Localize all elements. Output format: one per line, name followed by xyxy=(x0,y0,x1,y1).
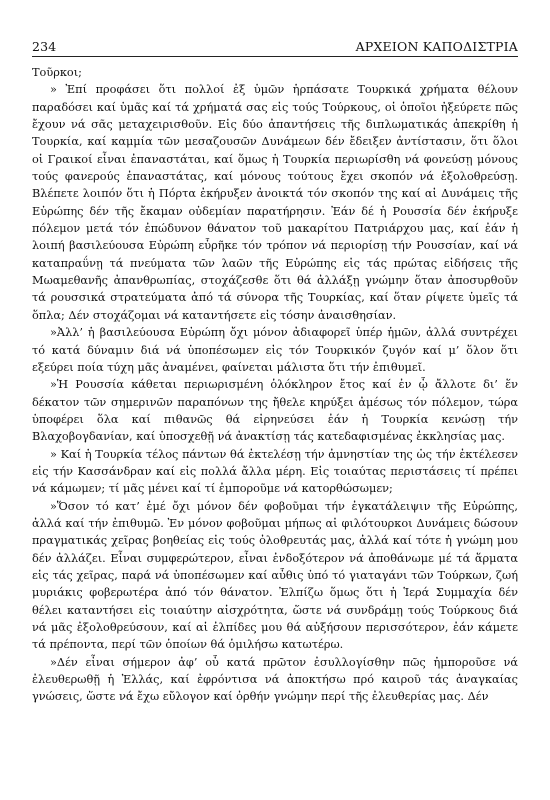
paragraph: »Ἡ Ρουσσία κάθεται περιωρισμένη ὁλόκληρον ἔτος καί ἐν ᾧ ἄλλοτε δι’ ἕν δέκατον τῶν σημερινῶν παραπόνων της ἤθελε κηρύξει ἀμέσως τόν πόλεμον, τώρα ὑποφέρει ὅλα καί πιθανῶς θά εἰρηνεύσει ἐάν ἡ Τουρκία κενώσῃ τήν Βλαχοβογδανίαν, καί ὑποσχεθῇ νά ἀνακτίσῃ τάς κατεδαφισμένας ἐκκλησίας μας. xyxy=(32,378,518,444)
header-rule xyxy=(32,56,518,57)
running-title: ΑΡΧΕΙΟΝ ΚΑΠΟΔΙΣΤΡΙΑ xyxy=(355,39,518,54)
page-body xyxy=(32,64,518,706)
paragraph: »Δέν εἶναι σήμερον ἀφ’ οὗ κατά πρῶτον ἐσυλλογίσθην πῶς ἠμποροῦσε νά ἐλευθερωθῇ ἡ Ἑλλάς, καί ἐφρόντισα νά ἀποκτήσω πρό καιροῦ τάς ἀναγκαίας γνώσεις, ὥστε νά ἔχω εὔλογον καί ὀρθήν γνώμην περί τῆς ἐλευθερίας μας. Δέν xyxy=(32,655,518,704)
page-number: 234 xyxy=(32,39,57,54)
paragraph: »Ἀλλ’ ἡ βασιλεύουσα Εὐρώπη ὄχι μόνον ἀδιαφορεῖ ὑπέρ ἡμῶν, ἀλλά συντρέχει τό κατά δύναμιν διά νά ὑποπέσωμεν εἰς τόν Τουρκικόν ζυγόν καί μ’ ὅλον ὅτι εξεύρει ποία τύχη μᾶς ἀναμένει, φαίνεται μάλιστα ὅτι τήν ἐπιθυμεῖ. xyxy=(32,326,518,374)
paragraph: » Καί ἡ Τουρκία τέλος πάντων θά ἐκτελέσῃ τήν ἀμνηστίαν της ὡς τήν ἐκτέλεσεν εἰς τήν Κασσάνδραν καί εἰς πολλά ἄλλα μέρη. Εἰς τοιαύτας περιστάσεις τί πρέπει νά κάμωμεν; τί μᾶς μένει καί τί ἐμποροῦμε νά κατορθώσωμεν; xyxy=(32,447,518,496)
paragraph: »Ὅσον τό κατ’ ἐμέ ὄχι μόνον δέν φοβοῦμαι τήν ἐγκατάλειψιν τῆς Εὐρώπης, ἀλλά καί τήν ἐπιθυμῶ. Ἐν μόνον φοβοῦμαι μήπως αἱ φιλότουρκοι Δυνάμεις δώσουν πραγματικάς χεῖρας βοηθείας εἰς τούς ὀλοθρευτάς μας, ἀλλά καί τότε ἡ γνώμη μου δέν ἀλλάζει. Εἶναι συμφερώτερον, εἶναι ἐνδοξότερον νά ἀποθάνωμε μέ τά ἅρματα εἰς τάς χεῖρας, παρά νά ὑποπέσωμεν καί αὖθις ὑπό τό γιαταγάνι τῶν Τούρκων, ζωή μυριάκις φοβερωτέρα ἀπό τόν θάνατον. Ἐλπίζω ὅμως ὅτι ἡ Ἱερά Συμμαχία δέν θέλει καταντήσει εἰς τοιαύτην αἰσχρότητα, ὥστε νά συνδράμῃ τούς Τούρκους διά νά μᾶς ἐξολοθρεύσουν, καί αἱ ἐλπίδες μου θά αὐξήσουν περισσότερον, ἐάν κάμετε τά πρέποντα, περί τῶν ὁποίων θά ὁμιλήσω κατωτέρω. xyxy=(32,499,518,652)
paragraph: » Ἐπί προφάσει ὅτι πολλοί ἐξ ὑμῶν ἡρπάσατε Τουρκικά χρήματα θέλουν παραδόσει καί ὑμᾶς καί τά χρήματά σας εἰς τούς Τούρκους, οἱ ὁποῖοι ἠξεύρετε πῶς ἔχουν νά σᾶς μεταχειρισθοῦν. Εἰς δύο ἀπαντήσεις τῆς διπλωματικάς ἀπεκρίθη ἡ Τουρκία, καί καμμία τῶν μεσαζουσῶν Δυνάμεων δέν ἔδειξεν ἀντίστασιν, ὅτι ὅλοι οἱ Γραικοί εἶναι ἐπαναστάται, καί ὅμως ἡ Τουρκία περιωρίσθη νά φονεύσῃ μόνους τούς φανερούς ἐπαναστάτας, καί μόνους τούτους ἔχει σκοπόν νά ἐξολοθρεύσῃ. Βλέπετε λοιπόν ὅτι ἡ Πόρτα ἐκήρυξεν ἀνοικτά τόν σκοπόν της καί αἱ Δυνάμεις τῆς Εὐρώπης δέν τῆς ἔκαμαν οὐδεμίαν παρατήρησιν. Ἐάν δέ ἡ Ρουσσία δέν ἐκήρυξε πόλεμον μετά τόν ἐπώδυνον θάνατον τοῦ μακαρίτου Πατριάρχου μας, καί ἐάν ἡ λοιπή βασιλεύουσα Εὐρώπη εὗρῆκε τόν τρόπον νά περιορίσῃ τήν Ρουσσίαν, καί νά καταπραΰνῃ τά πνεύματα τῶν λαῶν τῆς Εὐρώπης εἰς τάς πρώτας εἰδήσεις τῆς Μωαμεθανῆς ἀπανθρωπίας, στοχάζεσθε ὅτι θά ἀλλάξῃ γνώμην ὅταν ἀποσυρθοῦν τά ρουσσικά στρατεύματα ἀπό τά σύνορα τῆς Τουρκίας, καί ὅταν ρίψετε ὑμεῖς τά ὅπλα; Δέν στοχάζομαι νά καταντήσετε εἰς τόσην ἀναισθησίαν. xyxy=(32,83,518,322)
page-header xyxy=(32,32,518,54)
paragraph: Τοῦρκοι; xyxy=(32,66,82,79)
